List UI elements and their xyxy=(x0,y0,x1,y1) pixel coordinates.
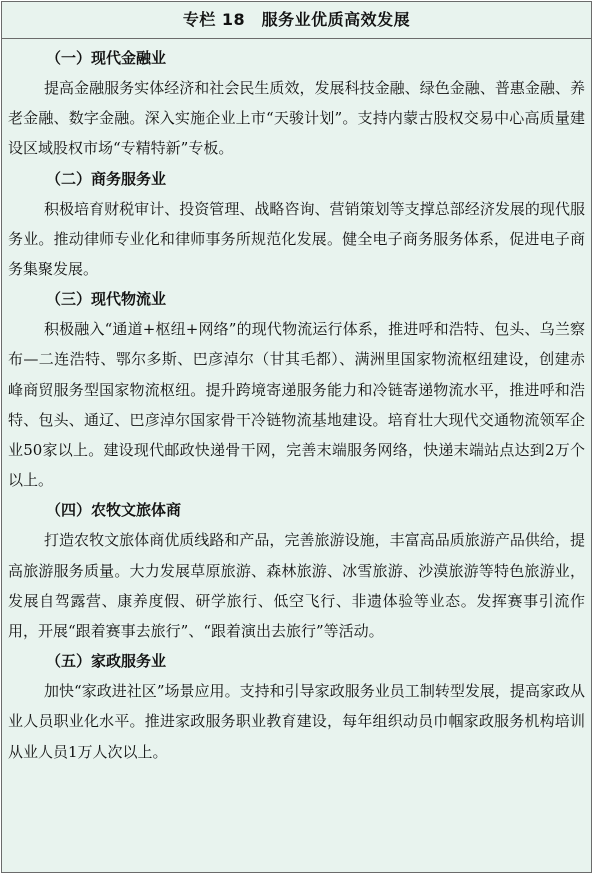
section-modern-finance xyxy=(8,43,585,164)
section-text: 提高金融服务实体经济和社会民生质效，发展科技金融、绿色金融、普惠金融、养老金融、数字金融。深入实施企业上市“天骏计划”。支持内蒙古股权交易中心高质量建设区域股权市场“专精特新”专板。 xyxy=(8,79,585,158)
section-title: （一）现代金融业 xyxy=(46,49,167,67)
section-title: （三）现代物流业 xyxy=(46,290,167,309)
section-business-services xyxy=(8,164,585,285)
section-title: （二）商务服务业 xyxy=(46,169,167,188)
section-text: 积极融入“通道+枢纽+网络”的现代物流运行体系，推进呼和浩特、包头、乌兰察布—二连浩特、鄂尔多斯、巴彦淖尔（甘其毛都）、满洲里国家物流枢纽建设，创建赤峰商贸服务型国家物流枢纽。提升跨境寄递服务能力和冷链寄递物流水平，推进呼和浩特、包头、通辽、巴彦淖尔国家骨干冷链物流基地建设。培育壮大现代交通物流领军企业50家以上。建设现代邮政快递骨干网，完善末端服务网络，快递末端站点达到2万个以上。 xyxy=(8,320,585,490)
section-text: 加快“家政进社区”场景应用。支持和引导家政服务业员工制转型发展，提高家政从业人员职业化水平。推进家政服务职业教育建设，每年组织动员巾帼家政服务机构培训从业人员1万人次以上。 xyxy=(8,682,585,761)
column-content xyxy=(2,39,591,767)
section-domestic-services xyxy=(8,646,585,767)
section-title: （五）家政服务业 xyxy=(46,652,167,671)
section-agri-culture-tourism xyxy=(8,495,585,646)
section-title: （四）农牧文旅体商 xyxy=(46,501,182,520)
section-text: 打造农牧文旅体商优质线路和产品，完善旅游设施，丰富高品质旅游产品供给，提高旅游服务质量。大力发展草原旅游、森林旅游、冰雪旅游、沙漠旅游等特色旅游业，发展自驾露营、康养度假、研学旅行、低空飞行、非遗体验等业态。发挥赛事引流作用，开展“跟着赛事去旅行”、“跟着演出去旅行”等活动。 xyxy=(8,531,585,641)
section-modern-logistics xyxy=(8,284,585,495)
column-box xyxy=(1,1,592,873)
column-title: 专栏 18 服务业优质高效发展 xyxy=(2,2,591,39)
section-text: 积极培育财税审计、投资管理、战略咨询、营销策划等支撑总部经济发展的现代服务业。推动律师专业化和律师事务所规范化发展。健全电子商务服务体系，促进电子商务集聚发展。 xyxy=(8,199,585,279)
